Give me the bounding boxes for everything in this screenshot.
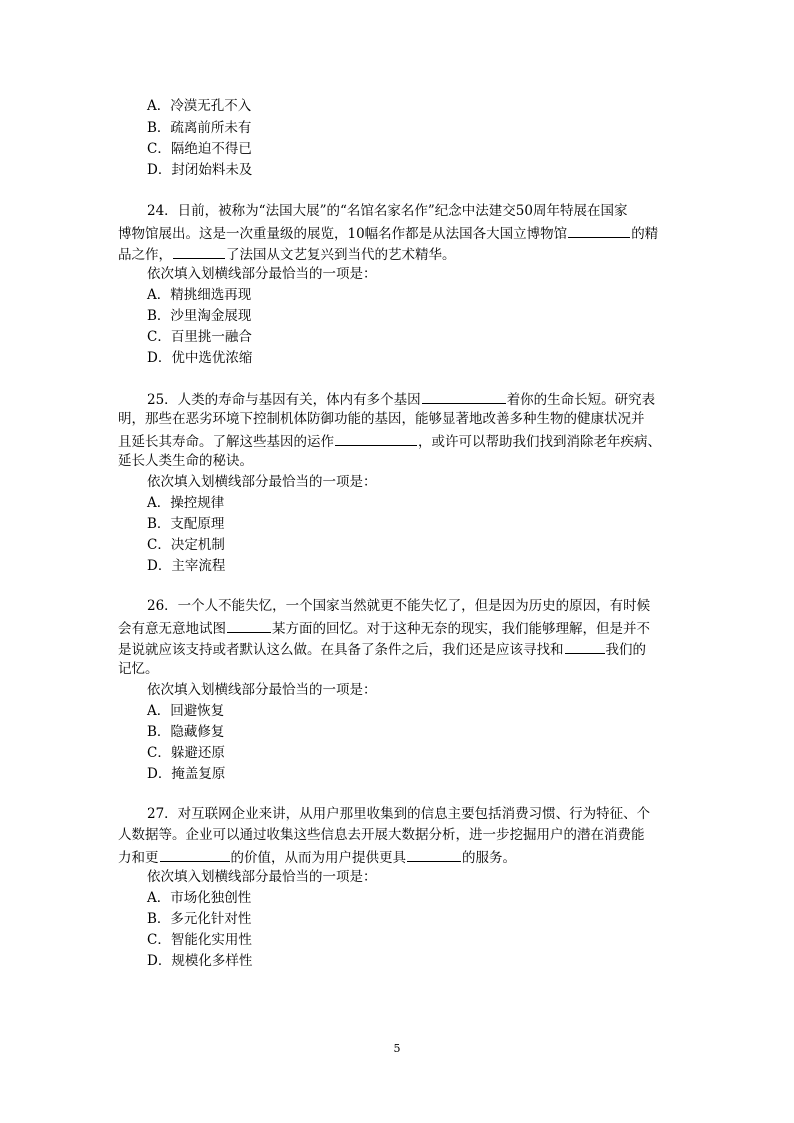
- q25-option-a: A．操控规律: [147, 495, 225, 511]
- q26-option-b: B．隐藏修复: [147, 724, 225, 740]
- q24-line-2: 博物馆展出。这是一次重量级的展览，10幅名作都是从法国各大国立博物馆 的精: [118, 222, 678, 245]
- q27-option-c: C．智能化实用性: [147, 932, 252, 948]
- q26-line-3: 是说就应该支持或者默认这么做。在具备了条件之后，我们还是应该寻找和 我们的: [118, 638, 678, 661]
- q26-line-4: 记忆。: [118, 661, 159, 677]
- fill-blank: [160, 846, 230, 862]
- q25-line-1: 25．人类的寿命与基因有关，体内有多个基因 着你的生命长短。研究表: [147, 388, 707, 411]
- prev-option-a: A．冷漠无孔不入: [147, 98, 252, 114]
- q27-option-b: B．多元化针对性: [147, 911, 252, 927]
- fill-blank: [422, 388, 506, 404]
- prev-option-d: D．封闭始料未及: [147, 162, 253, 178]
- q27-line-3: 力和更 的价值，从而为用户提供更具 的服务。: [118, 846, 678, 869]
- q27-prompt: 依次填入划横线部分最恰当的一项是：: [147, 869, 377, 885]
- q26-option-a: A．回避恢复: [147, 703, 225, 719]
- q25-option-b: B．支配原理: [147, 516, 225, 532]
- q24-line-3: 品之作， 了法国从文艺复兴到当代的艺术精华。: [118, 243, 678, 266]
- prev-option-c: C．隔绝迫不得已: [147, 141, 252, 157]
- page-number: 5: [393, 1042, 401, 1055]
- q26-option-d: D．掩盖复原: [147, 766, 226, 782]
- q27-option-d: D．规模化多样性: [147, 953, 253, 969]
- q24-option-a: A．精挑细选再现: [147, 287, 252, 303]
- q24-prompt: 依次填入划横线部分最恰当的一项是：: [147, 266, 377, 282]
- q24-option-c: C．百里挑一融合: [147, 329, 252, 345]
- q26-prompt: 依次填入划横线部分最恰当的一项是：: [147, 682, 377, 698]
- q25-option-c: C．决定机制: [147, 537, 225, 553]
- fill-blank: [407, 846, 461, 862]
- fill-blank: [173, 243, 225, 259]
- q25-prompt: 依次填入划横线部分最恰当的一项是：: [147, 474, 377, 490]
- q27-option-a: A．市场化独创性: [147, 890, 252, 906]
- q24-option-b: B．沙里淘金展现: [147, 308, 252, 324]
- prev-option-b: B．疏离前所未有: [147, 120, 252, 136]
- q24-option-d: D．优中选优浓缩: [147, 350, 253, 366]
- q25-option-d: D．主宰流程: [147, 558, 226, 574]
- q27-line-1: 27．对互联网企业来讲，从用户那里收集到的信息主要包括消费习惯、行为特征、个: [147, 806, 651, 822]
- q26-line-1: 26．一个人不能失忆，一个国家当然就更不能失忆了，但是因为历史的原因，有时候: [147, 598, 651, 614]
- q26-line-2: 会有意无意地试图 某方面的回忆。对于这种无奈的现实，我们能够理解，但是并不: [118, 617, 678, 640]
- q24-line-1: 24．日前，被称为“法国大展”的“名馆名家名作”纪念中法建交50周年特展在国家: [147, 203, 628, 219]
- fill-blank: [335, 430, 417, 446]
- q27-line-2: 人数据等。企业可以通过收集这些信息去开展大数据分析，进一步挖掘用户的潜在消费能: [118, 827, 645, 843]
- fill-blank: [565, 638, 605, 654]
- q26-option-c: C．躲避还原: [147, 745, 225, 761]
- fill-blank: [227, 617, 271, 633]
- q25-line-2: 明，那些在恶劣环境下控制机体防御功能的基因，能够显著地改善多种生物的健康状况并: [118, 411, 645, 427]
- q25-line-3: 且延长其寿命。了解这些基因的运作 ，或许可以帮助我们找到消除老年疾病、: [118, 430, 678, 453]
- fill-blank: [568, 222, 630, 238]
- q25-line-4: 延长人类生命的秘诀。: [118, 453, 253, 469]
